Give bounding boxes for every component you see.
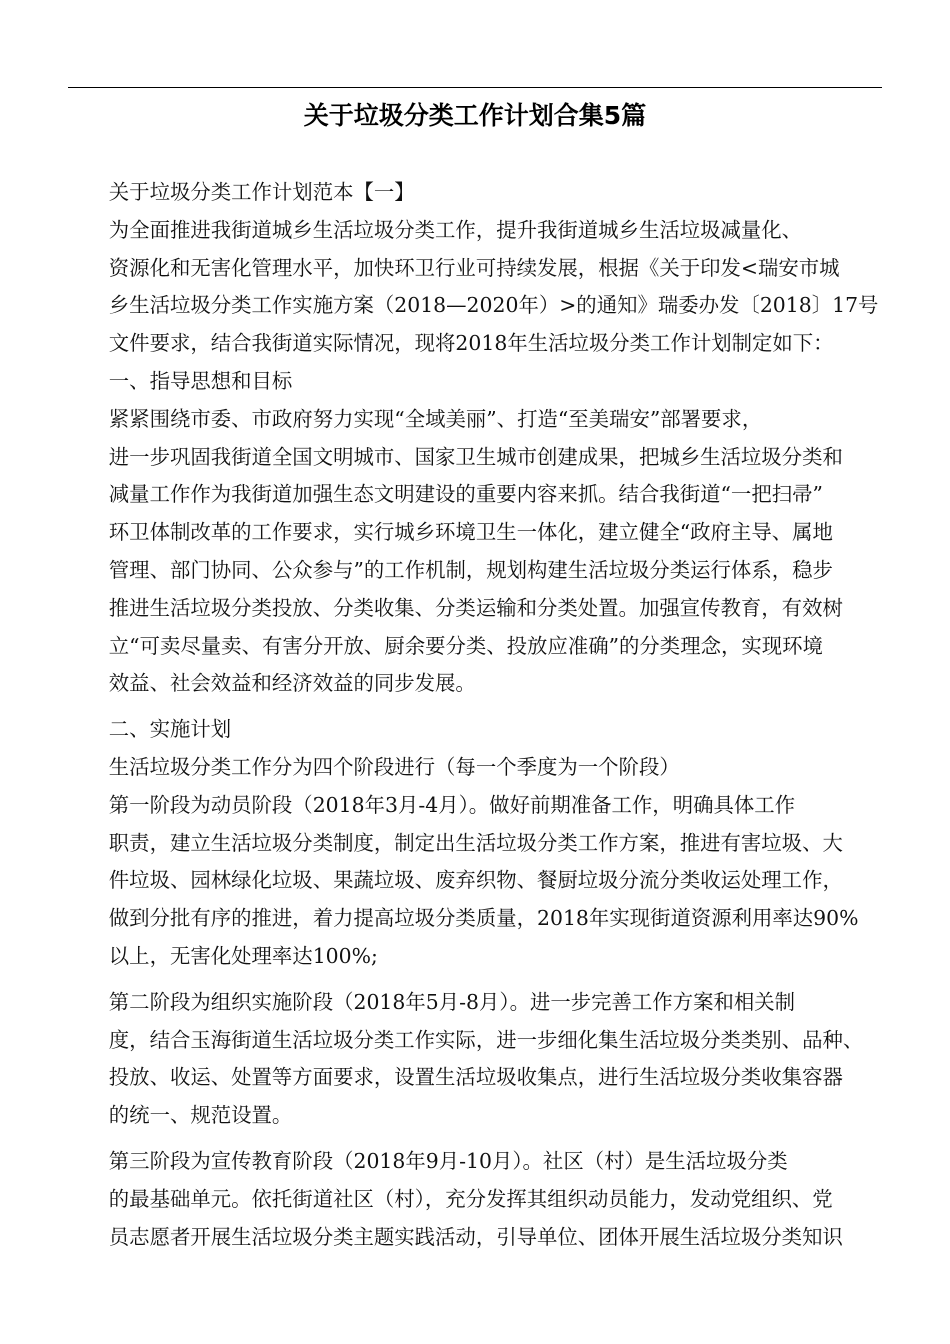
text-line: 文件要求，结合我街道实际情况，现将2018年生活垃圾分类工作计划制定如下： [108,331,834,356]
paragraph [68,984,882,1135]
text-line: 环卫体制改革的工作要求，实行城乡环境卫生一体化，建立健全“政府主导、属地 [108,520,833,545]
text-line: 职责，建立生活垃圾分类制度，制定出生活垃圾分类工作方案，推进有害垃圾、大 [108,830,843,855]
text-line: 进一步巩固我街道全国文明城市、国家卫生城市创建成果，把城乡生活垃圾分类和 [108,444,843,469]
text-line: 投放、收运、处置等方面要求，设置生活垃圾收集点，进行生活垃圾分类收集容器 [108,1065,843,1090]
document-title: 关于垃圾分类工作计划合集5篇 [303,101,647,130]
text-line: 生活垃圾分类工作分为四个阶段进行（每一个季度为一个阶段） [108,754,680,779]
text-line: 以上，无害化处理率达100%; [108,943,378,968]
paragraph [68,787,882,976]
text-line: 紧紧围绕市委、市政府努力实现“全域美丽”、打造“至美瑞安”部署要求， [108,406,763,431]
text-line: 资源化和无害化管理水平，加快环卫行业可持续发展，根据《关于印发<瑞安市城 [108,255,840,280]
text-line: 二、实施计划 [108,717,232,742]
paragraph [68,212,882,363]
text-line: 管理、部门协同、公众参与”的工作机制，规划构建生活垃圾分类运行体系，稳步 [108,557,833,582]
paragraph [68,401,882,703]
text-line: 为全面推进我街道城乡生活垃圾分类工作，提升我街道城乡生活垃圾减量化、 [108,217,803,242]
text-line: 的最基础单元。依托街道社区（村），充分发挥其组织动员能力，发动党组织、党 [108,1186,833,1211]
document-body [68,174,882,1256]
text-line: 度，结合玉海街道生活垃圾分类工作实际，进一步细化集生活垃圾分类类别、品种、 [108,1027,864,1052]
section-heading [68,711,882,749]
text-line: 的统一、规范设置。 [108,1103,293,1128]
text-line: 第二阶段为组织实施阶段（2018年5月-8月）。进一步完善工作方案和相关制 [108,989,796,1014]
text-line: 做到分批有序的推进，着力提高垃圾分类质量，2018年实现街道资源利用率达90% [108,906,859,931]
text-line: 件垃圾、园林绿化垃圾、果蔬垃圾、废弃织物、餐厨垃圾分流分类收运处理工作， [108,868,843,893]
text-line: 关于垃圾分类工作计划范本【一】 [108,180,415,204]
text-line: 效益、社会效益和经济效益的同步发展。 [108,671,476,696]
text-line: 员志愿者开展生活垃圾分类主题实践活动，引导单位、团体开展生活垃圾分类知识 [108,1224,843,1249]
paragraph [68,1143,882,1256]
text-line: 乡生活垃圾分类工作实施方案（2018—2020年）>的通知》瑞委办发〔2018〕17号 [108,293,879,318]
section-heading [68,363,882,401]
text-line: 一、指导思想和目标 [108,368,293,393]
header-rule [68,87,882,88]
text-line: 第三阶段为宣传教育阶段（2018年9月-10月）。社区（村）是生活垃圾分类 [108,1148,788,1173]
text-line: 第一阶段为动员阶段（2018年3月-4月）。做好前期准备工作，明确具体工作 [108,792,796,817]
paragraph [68,749,882,787]
text-line: 减量工作作为我街道加强生态文明建设的重要内容来抓。结合我街道“一把扫帚” [108,482,823,507]
text-line: 立“可卖尽量卖、有害分开放、厨余要分类、投放应准确”的分类理念，实现环境 [108,633,823,658]
text-line: 推进生活垃圾分类投放、分类收集、分类运输和分类处置。加强宣传教育，有效树 [108,595,843,620]
paragraph [68,174,882,212]
